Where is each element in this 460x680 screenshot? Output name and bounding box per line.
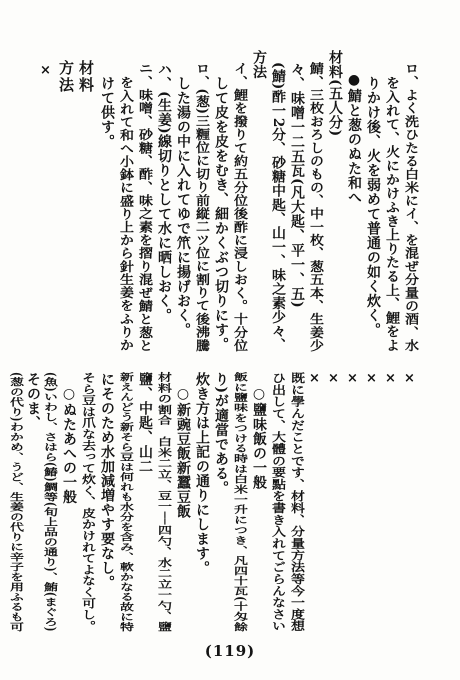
text-column: した湯の中に入れてゆで笊に揚げおく。 [175, 76, 191, 337]
section-heading: ○ぬたあへの一般 [61, 386, 77, 504]
text-column: 新えんどう新そら豆は何れも水分を含み、軟かなる故に特 [118, 372, 134, 633]
text-column: ロ、(葱)三糎位に切り前縦二ツ位に割りて後沸騰 [194, 62, 210, 352]
text-column: ひ出して、大體の要點を書き入れてごらんなさい [270, 372, 286, 632]
text-column: ニ、味噌、砂糖、酢、味之素を摺り混ぜ鯖と葱と [137, 62, 153, 352]
text-column: (鯖)酢一2分、砂糖中匙、山一、味之素少々、 [270, 62, 286, 353]
text-column: けて供す。 [99, 76, 115, 149]
text-column: 炊き方は上記の通りにします。 [194, 372, 210, 575]
margin-label-materials: 材料 [77, 60, 95, 94]
text-column: 鯖、三枚おろしのもの、中一枚、葱五本、生姜少 [308, 62, 324, 352]
text-column: 材料(五人分) [327, 50, 343, 137]
text-column: 々、味噌一二五瓦(凡大匙、平一、五) [289, 62, 305, 309]
section-heading: ○鹽味飯の一般 [251, 386, 267, 490]
text-column: そら豆は爪な去って炊く、皮かけれてよなく可し。 [80, 372, 96, 632]
margin-label-method: 方法 [57, 60, 75, 94]
x-mark: × [309, 371, 320, 386]
text-column: 材料の割合 白米二立、豆一──四勺、水二立一勺、鹽 [156, 372, 172, 633]
page-number: (119) [204, 642, 256, 660]
x-mark: × [404, 371, 415, 386]
text-column: (葱の代り)わかめ、うど、生姜の代りに辛子を用ふるも可 [8, 372, 24, 632]
text-column: にそのため水加減増やす要なし。 [99, 372, 115, 590]
x-mark: × [385, 371, 396, 386]
text-column: を入れて和へ小鉢に盛り上から針生姜をふりか [118, 76, 134, 352]
text-column: を入れて、火にかけふき上りたる上、鯉をよ [384, 76, 400, 353]
x-mark: × [347, 371, 358, 386]
text-column: 鹽、中匙、山二 [137, 372, 153, 474]
text-column: ロ、よく洗ひたる白米にイ、を混ぜ分量の酒、水 [403, 62, 419, 352]
x-mark: × [40, 63, 51, 78]
text-column: イ、鯉を撥りて約五分位後酢に浸しおく。十分位 [232, 62, 248, 352]
section-heading: ●鯖と葱のぬた和へ [346, 72, 362, 205]
text-column: して皮を皮をむき、細かくぶつ切りにす。 [213, 76, 229, 352]
text-column: 方法 [251, 50, 267, 79]
x-mark: × [328, 371, 339, 386]
text-column: りかけ後、火を弱めて普通の如く炊く。 [365, 76, 381, 337]
text-column: り)が適當である。 [213, 372, 229, 496]
x-mark: × [366, 371, 377, 386]
text-column: ハ、(生姜)線切りとして水に晒しおく。 [156, 62, 172, 323]
text-column: (魚)いわし、さはら(鰆)鯛等(旬上品の通り)、鮪(まぐろ) [42, 372, 58, 632]
section-heading: ○新豌豆飯新蠶豆飯 [175, 386, 191, 519]
text-column: 飯に鹽味をつける時は白米一升につき、凡四十瓦(十匁餘 [232, 372, 248, 632]
text-column: そのま、 [25, 372, 41, 430]
text-column: 既に學んだことです、材料、分量方法等今一度想 [289, 372, 305, 632]
